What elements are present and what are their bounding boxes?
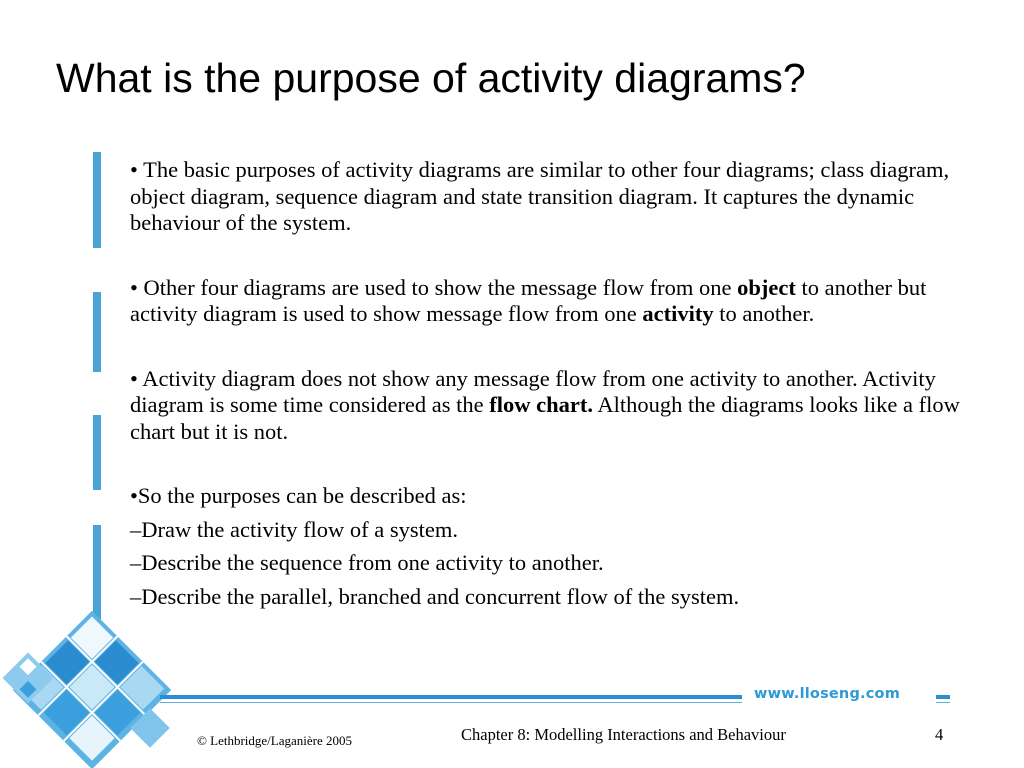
purpose-item: –Draw the activity flow of a system. bbox=[130, 516, 459, 542]
slide-body bbox=[130, 157, 970, 617]
diamond-pattern-logo bbox=[0, 610, 180, 768]
copyright-notice: © Lethbridge/Laganière 2005 bbox=[197, 733, 352, 748]
paragraph-message-flow: • Other four diagrams are used to show the message flow from one object to another but activity diagram is used to show message flow from one activity to another. bbox=[130, 274, 927, 326]
bold-activity: activity bbox=[642, 301, 714, 326]
paragraph-basic-purposes: • The basic purposes of activity diagrams are similar to other four diagrams; class diagram, object diagram, sequence diagram and state transition diagram. It captures the dynamic behaviour of the system. bbox=[130, 157, 950, 235]
purpose-item: –Describe the sequence from one activity to another. bbox=[130, 550, 604, 575]
bold-object: object bbox=[737, 274, 796, 300]
page-number: 4 bbox=[935, 725, 944, 744]
chapter-title: Chapter 8: Modelling Interactions and Behaviour bbox=[461, 725, 786, 744]
paragraph-flow-chart: • Activity diagram does not show any message flow from one activity to another. Activity diagram is some time considered as the flow chart. Although the diagrams looks like a flow chart but it is not. bbox=[130, 365, 960, 444]
website-url: www.lloseng.com bbox=[754, 686, 901, 702]
slide-title: What is the purpose of activity diagrams? bbox=[56, 55, 806, 101]
purpose-item: –Describe the parallel, branched and concurrent flow of the system. bbox=[130, 583, 740, 609]
bold-flow-chart: flow chart. bbox=[489, 392, 594, 417]
purposes-intro: •So the purposes can be described as: bbox=[130, 483, 467, 508]
